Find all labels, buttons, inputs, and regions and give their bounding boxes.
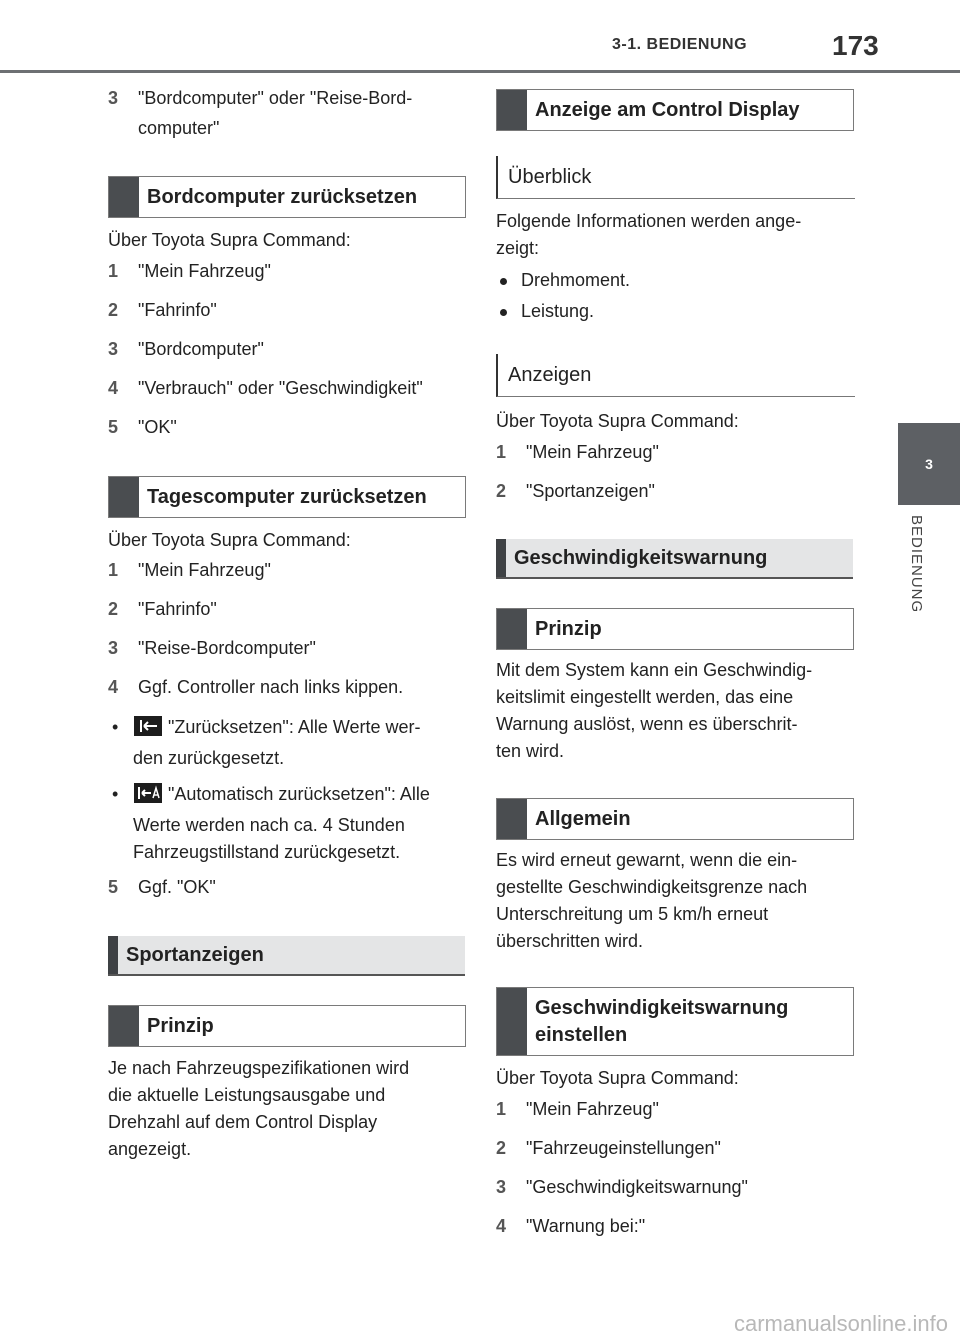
step-item (108, 259, 271, 283)
heading-principle (108, 1005, 466, 1047)
step-number: 2 (108, 599, 119, 619)
intro-text: Über Toyota Supra Command: (108, 530, 351, 550)
step-item (108, 558, 271, 582)
paragraph-line: Je nach Fahrzeugspezifikationen wird (108, 1058, 410, 1078)
heading-text: Sportanzeigen (126, 943, 264, 966)
step-continuation: computer" (138, 118, 220, 138)
list-item-text: Drehmoment. (521, 270, 631, 290)
heading-principle (496, 608, 854, 650)
step-number: 4 (496, 1216, 507, 1236)
sub-option-text: "Zurücksetzen": Alle Werte wer- (168, 717, 421, 737)
bullet-mark: • (112, 717, 119, 737)
heading-bar (109, 177, 139, 217)
heading-displays (496, 354, 855, 397)
step-item (108, 636, 316, 660)
heading-text: Bordcomputer zurücksetzen (147, 185, 418, 208)
step-item (496, 440, 659, 464)
heading-set-speed-warning (496, 987, 854, 1056)
intro-text: Über Toyota Supra Command: (108, 230, 351, 250)
heading-text: Geschwindigkeitswarnung (514, 546, 768, 569)
paragraph (496, 208, 856, 262)
heading-text: Tagescomputer zurücksetzen (147, 485, 427, 508)
step-item (496, 1175, 748, 1199)
step-number: 2 (108, 300, 119, 320)
chapter-label (905, 515, 929, 635)
heading-bar (108, 936, 118, 974)
paragraph-line: keitslimit eingestellt werden, das eine (496, 687, 794, 707)
paragraph (496, 847, 856, 955)
sub-option-continuation: Fahrzeugstillstand zurückgesetzt. (133, 842, 401, 862)
heading-sport-displays (108, 936, 465, 976)
heading-control-display (496, 89, 854, 131)
sub-option-continuation: den zurückgesetzt. (133, 748, 285, 768)
intro-text: Über Toyota Supra Command: (496, 411, 739, 431)
heading-general (496, 798, 854, 840)
step-number: 1 (496, 442, 507, 462)
step-text: "OK" (138, 417, 177, 437)
list-item (498, 296, 594, 326)
step-item (108, 298, 217, 322)
step-number: 2 (496, 481, 507, 501)
step-text: "Sportanzeigen" (526, 481, 655, 501)
paragraph (496, 657, 856, 765)
step-text: Ggf. Controller nach links kippen. (138, 677, 404, 697)
heading-text: Prinzip (147, 1014, 214, 1037)
step-number: 3 (108, 339, 119, 359)
step-text: Ggf. "OK" (138, 877, 216, 897)
step-item (496, 479, 655, 503)
reset-icon (134, 716, 162, 736)
step-text: "Mein Fahrzeug" (526, 442, 659, 462)
step-number: 5 (108, 877, 119, 897)
step-item (108, 376, 423, 400)
bullet-mark: • (112, 784, 119, 804)
chapter-label-text: BEDIENUNG (908, 515, 925, 614)
heading-reset-trip-computer (108, 176, 466, 218)
heading-bar (109, 477, 139, 517)
step-text: "Fahrinfo" (138, 599, 217, 619)
step-text: "Mein Fahrzeug" (138, 560, 271, 580)
heading-bar (109, 1006, 139, 1046)
step-text: "Verbrauch" oder "Geschwindigkeit" (138, 378, 423, 398)
paragraph-line: Drehzahl auf dem Control Display (108, 1112, 378, 1132)
heading-text (535, 988, 788, 1055)
step-text: "Geschwindigkeitswarnung" (526, 1177, 748, 1197)
heading-reset-day-computer (108, 476, 466, 518)
step-text: "Fahrinfo" (138, 300, 217, 320)
step-item (108, 875, 216, 899)
sub-option-auto-reset (112, 782, 430, 806)
sub-option-reset (112, 715, 421, 739)
paragraph-line: angezeigt. (108, 1139, 192, 1159)
sub-option-continuation: Werte werden nach ca. 4 Stunden (133, 815, 405, 835)
list-item (498, 265, 630, 295)
step-number: 3 (108, 88, 119, 108)
step-item (108, 675, 403, 699)
paragraph-line: Unterschreitung um 5 km/h erneut (496, 904, 769, 924)
paragraph-line: überschritten wird. (496, 931, 644, 951)
step-item (108, 86, 412, 110)
step-number: 5 (108, 417, 119, 437)
heading-bar (497, 609, 527, 649)
step-text: "Warnung bei:" (526, 1216, 646, 1236)
heading-text: Anzeigen (508, 363, 592, 386)
paragraph (108, 1055, 468, 1163)
heading-text: Allgemein (535, 807, 631, 830)
paragraph-line: die aktuelle Leistungsausgabe und (108, 1085, 386, 1105)
step-number: 1 (496, 1099, 507, 1119)
step-item (496, 1136, 721, 1160)
header-rule (0, 70, 960, 73)
list-item-text: Leistung. (521, 301, 595, 321)
heading-bar (497, 90, 527, 130)
bullet-dot (500, 278, 507, 285)
step-item (108, 597, 217, 621)
auto-reset-icon (134, 783, 162, 803)
paragraph-line: gestellte Geschwindigkeitsgrenze nach (496, 877, 808, 897)
paragraph-line: zeigt: (496, 238, 540, 258)
heading-overview (496, 156, 855, 199)
paragraph-line: Mit dem System kann ein Geschwindig- (496, 660, 813, 680)
heading-text: Überblick (508, 165, 592, 188)
paragraph-line: Folgende Informationen werden ange- (496, 211, 802, 231)
step-item (496, 1214, 645, 1238)
heading-speed-warning (496, 539, 853, 579)
step-text: "Bordcomputer" (138, 339, 264, 359)
step-text: "Mein Fahrzeug" (138, 261, 271, 281)
step-item (108, 337, 264, 361)
heading-text: Anzeige am Control Display (535, 98, 800, 121)
heading-bar (496, 539, 506, 577)
step-number: 3 (108, 638, 119, 658)
step-item (496, 1097, 659, 1121)
paragraph-line: Es wird erneut gewarnt, wenn die ein- (496, 850, 798, 870)
step-text: "Reise-Bordcomputer" (138, 638, 316, 658)
heading-bar (497, 799, 527, 839)
sub-option-text: "Automatisch zurücksetzen": Alle (168, 784, 430, 804)
step-number: 3 (496, 1177, 507, 1197)
step-number: 4 (108, 677, 119, 697)
step-text: "Fahrzeugeinstellungen" (526, 1138, 721, 1158)
step-number: 1 (108, 261, 119, 281)
step-text: "Bordcomputer" oder "Reise-Bord- (138, 88, 413, 108)
running-header-section: 3-1. BEDIENUNG (612, 36, 748, 53)
bullet-dot (500, 309, 507, 316)
page-number: 173 (832, 30, 879, 61)
heading-line: Geschwindigkeitswarnung (535, 996, 789, 1019)
step-number: 1 (108, 560, 119, 580)
step-number: 2 (496, 1138, 507, 1158)
heading-line: einstellen (535, 1023, 628, 1046)
heading-bar (497, 988, 527, 1055)
watermark: carmanualsonline.info (733, 1311, 948, 1336)
paragraph-line: ten wird. (496, 741, 565, 761)
paragraph-line: Warnung auslöst, wenn es überschrit- (496, 714, 798, 734)
chapter-tab: 3 (898, 423, 960, 505)
heading-text: Prinzip (535, 617, 602, 640)
step-number: 4 (108, 378, 119, 398)
step-item (108, 415, 177, 439)
intro-text: Über Toyota Supra Command: (496, 1068, 739, 1088)
step-text: "Mein Fahrzeug" (526, 1099, 659, 1119)
